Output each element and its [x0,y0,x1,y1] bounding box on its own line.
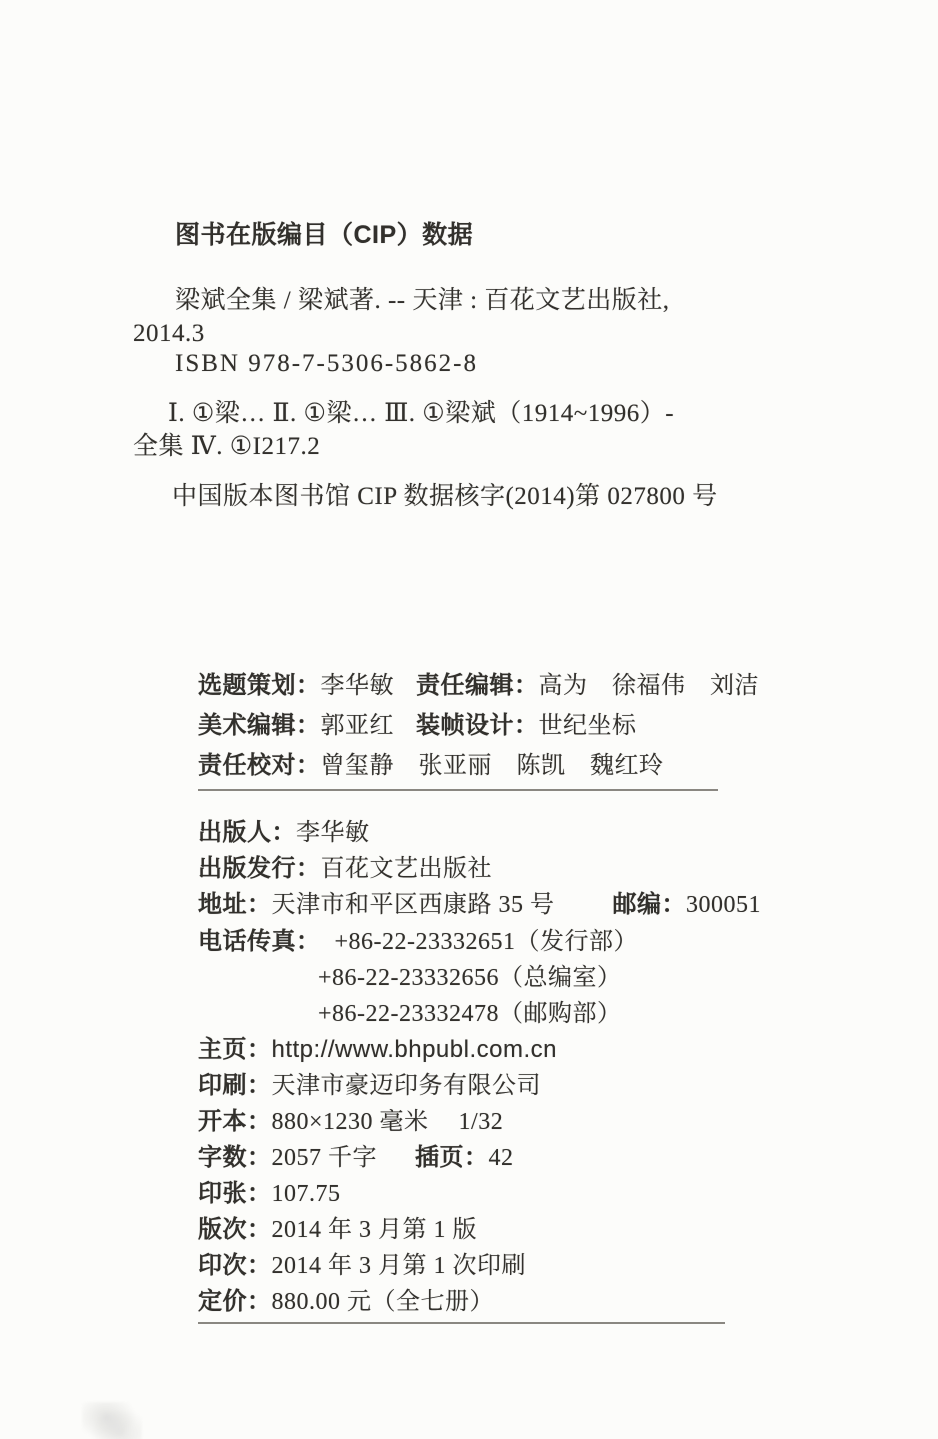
format-value: 880×1230 毫米 [271,1109,429,1135]
word-count-value: 2057 千字 [271,1145,377,1171]
cip-record-line2: 2014.3 [133,320,205,347]
impression-label: 印次： [198,1252,272,1279]
edition-label: 版次： [198,1216,272,1243]
scan-smudge [82,1402,142,1439]
cip-header: 图书在版编目（CIP）数据 [175,221,474,249]
homepage-url: http://www.bhpubl.com.cn [271,1036,557,1063]
address-label: 地址： [198,891,272,918]
proofreader-label: 责任校对： [198,752,321,779]
word-count-line [198,1143,514,1173]
inserts-value: 42 [488,1145,514,1171]
printer-value: 天津市豪迈印务有限公司 [271,1073,541,1099]
cip-registry-line: 中国版本图书馆 CIP 数据核字(2014)第 027800 号 [172,483,718,510]
publisher-person-value: 李华敏 [296,820,370,846]
sheets-label: 印张： [198,1180,272,1207]
editor-value: 高为 徐福伟 刘洁 [538,673,759,699]
price-label: 定价： [198,1288,272,1315]
planning-label: 选题策划： [198,672,321,699]
price-value: 880.00 元（全七册） [271,1289,494,1315]
postcode-value: 300051 [686,892,761,918]
sheets-line [198,1179,341,1209]
divider-bottom [198,1322,725,1324]
address-value: 天津市和平区西康路 35 号 [271,892,555,918]
publisher-line [198,854,492,884]
phone-fax-label: 电话传真： [198,928,321,955]
phone-fax-value: +86-22-23332651（发行部） [334,929,639,955]
homepage-label: 主页： [198,1036,272,1063]
phone-fax-line2: +86-22-23332656（总编室） [318,965,622,991]
cip-classification-line1: Ⅰ. ①梁… Ⅱ. ①梁… Ⅲ. ①梁斌（1914~1996）- [168,400,675,427]
inserts-label: 插页： [415,1144,489,1171]
publisher-label: 出版发行： [198,855,321,882]
design-label: 装帧设计： [416,712,539,739]
price-line [198,1287,494,1317]
edition-line [198,1215,477,1245]
sheets-value: 107.75 [271,1181,341,1207]
cip-record-line1: 梁斌全集 / 梁斌著. -- 天津 : 百花文艺出版社, [175,287,670,314]
phone-fax-line3: +86-22-23332478（邮购部） [318,1001,622,1027]
design-value: 世纪坐标 [538,713,637,739]
staff-row-proofread [198,751,664,781]
proofreader-value: 曾玺静 张亚丽 陈凯 魏红玲 [320,753,664,779]
divider-top [198,789,718,791]
publisher-person-label: 出版人： [198,819,296,846]
homepage-line [198,1035,557,1065]
word-count-label: 字数： [198,1144,272,1171]
impression-value: 2014 年 3 月第 1 次印刷 [271,1253,526,1279]
printer-label: 印刷： [198,1072,272,1099]
staff-row-planning [198,671,759,701]
format-fraction: 1/32 [458,1109,504,1135]
edition-value: 2014 年 3 月第 1 版 [271,1217,477,1243]
format-line [198,1107,503,1137]
isbn-line: ISBN 978-7-5306-5862-8 [175,350,479,377]
impression-line [198,1251,526,1281]
art-editor-value: 郭亚红 [320,713,394,739]
postcode-label: 邮编： [612,891,686,918]
art-editor-label: 美术编辑： [198,712,321,739]
printer-line [198,1071,541,1101]
publisher-person-line [198,818,370,848]
editor-label: 责任编辑： [416,672,539,699]
staff-row-art [198,711,637,741]
phone-fax-line [198,927,638,957]
format-label: 开本： [198,1108,272,1135]
publisher-value: 百花文艺出版社 [320,856,492,882]
planning-value: 李华敏 [320,673,394,699]
address-line [198,890,761,920]
cip-classification-line2: 全集 Ⅳ. ①I217.2 [133,433,321,460]
